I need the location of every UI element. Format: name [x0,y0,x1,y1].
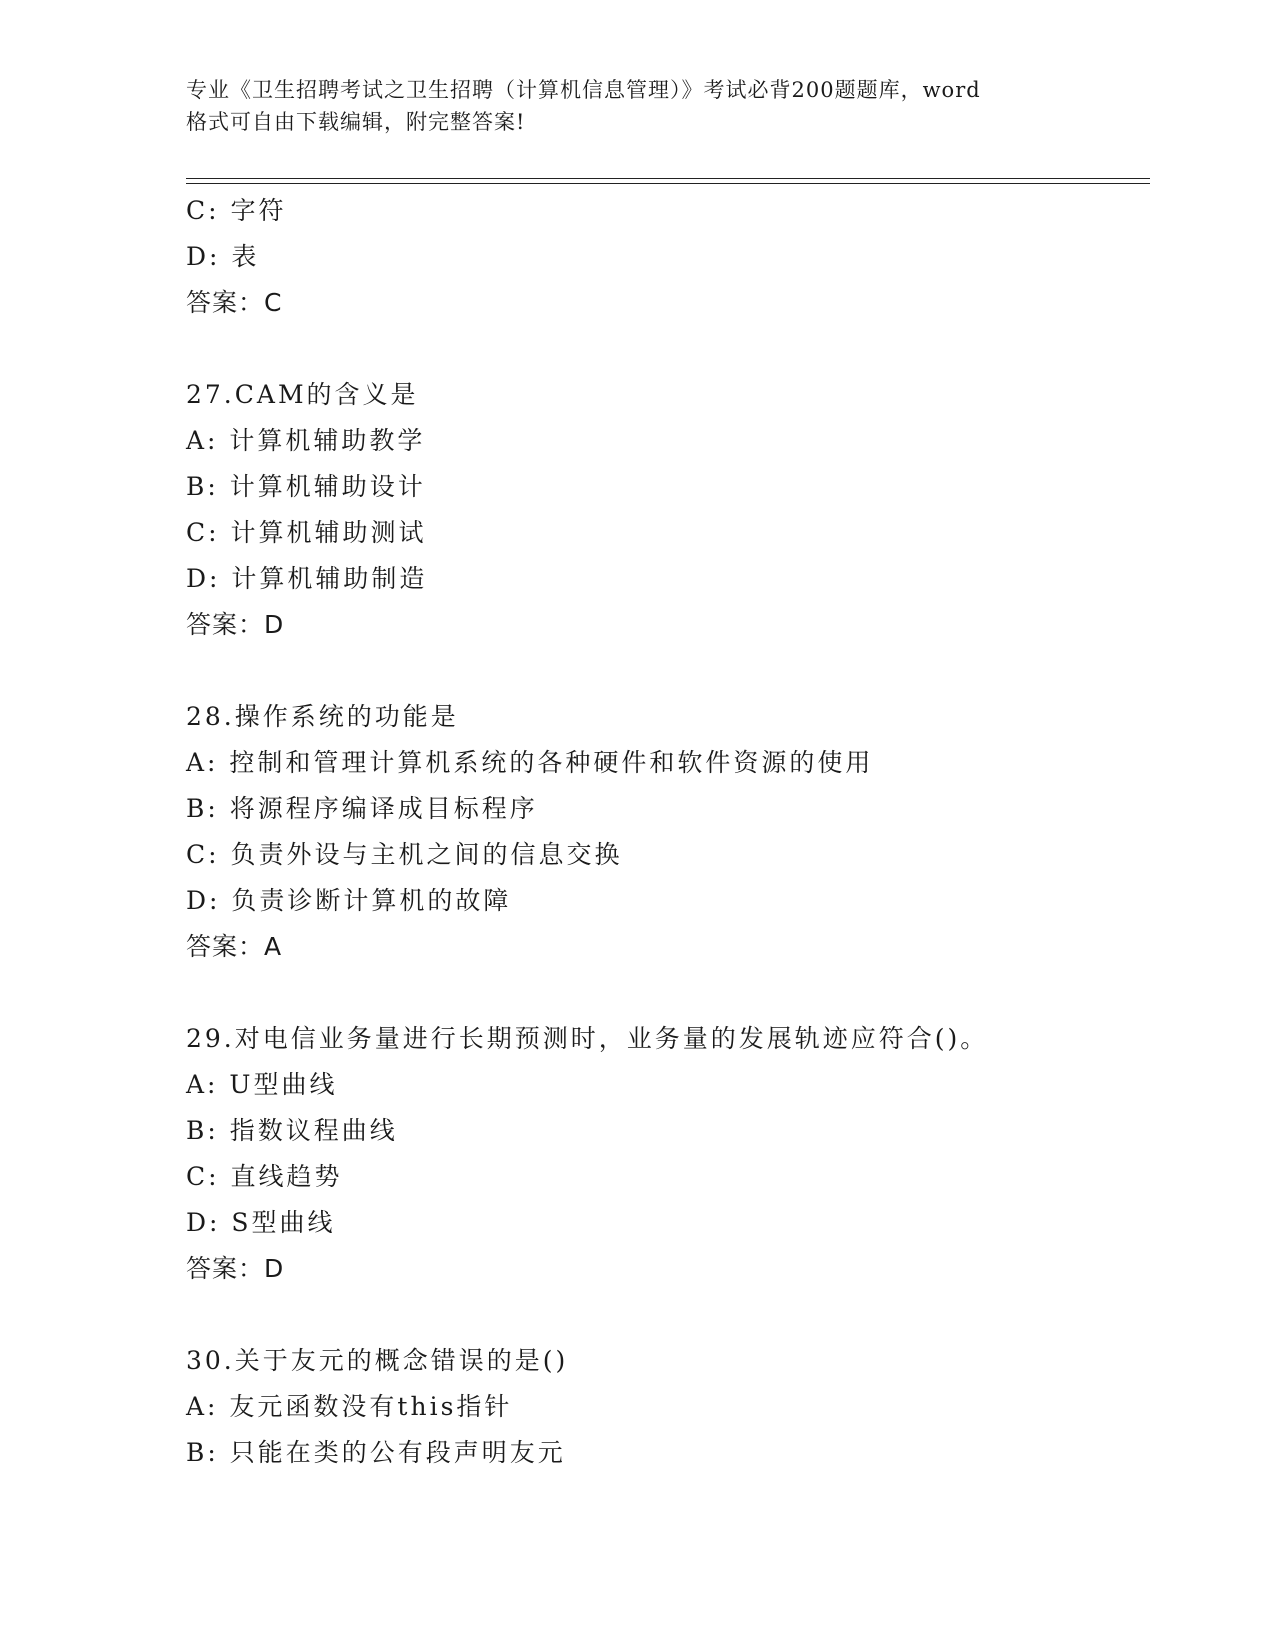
option-c: C: 字符 [186,196,287,225]
option-d: D: S型曲线 [186,1208,336,1237]
question-text: 28.操作系统的功能是 [186,702,459,731]
option-b: B: 将源程序编译成目标程序 [186,794,538,823]
option-c: C: 负责外设与主机之间的信息交换 [186,840,623,869]
answer: 答案：D [186,610,285,639]
question-28 [186,694,1146,970]
option-a: A: 友元函数没有this指针 [186,1392,513,1421]
question-text: 27.CAM的含义是 [186,380,419,409]
spacer [186,326,1146,372]
option-a: A: 计算机辅助教学 [186,426,426,455]
document-header [186,74,1086,138]
question-29 [186,1016,1146,1292]
spacer [186,648,1146,694]
option-b: B: 计算机辅助设计 [186,472,426,501]
header-line-1: 专业《卫生招聘考试之卫生招聘（计算机信息管理）》考试必背200题题库，word [186,78,981,102]
answer: 答案：D [186,1254,285,1283]
question-text: 30.关于友元的概念错误的是() [186,1346,569,1375]
spacer [186,970,1146,1016]
question-27 [186,372,1146,648]
option-b: B: 只能在类的公有段声明友元 [186,1438,566,1467]
option-a: A: U型曲线 [186,1070,338,1099]
question-30 [186,1338,1146,1476]
header-divider-top [186,178,1150,179]
option-a: A: 控制和管理计算机系统的各种硬件和软件资源的使用 [186,748,874,777]
option-c: C: 计算机辅助测试 [186,518,427,547]
option-d: D: 计算机辅助制造 [186,564,428,593]
answer: 答案：A [186,932,283,961]
option-d: D: 表 [186,242,260,271]
question-list [186,188,1146,1476]
option-c: C: 直线趋势 [186,1162,343,1191]
option-b: B: 指数议程曲线 [186,1116,398,1145]
question-26-tail [186,188,1146,326]
question-text: 29.对电信业务量进行长期预测时，业务量的发展轨迹应符合()。 [186,1024,989,1053]
option-d: D: 负责诊断计算机的故障 [186,886,512,915]
spacer [186,1292,1146,1338]
header-divider-bottom [186,183,1150,184]
answer: 答案：C [186,288,283,317]
header-line-2: 格式可自由下载编辑，附完整答案! [186,110,526,134]
